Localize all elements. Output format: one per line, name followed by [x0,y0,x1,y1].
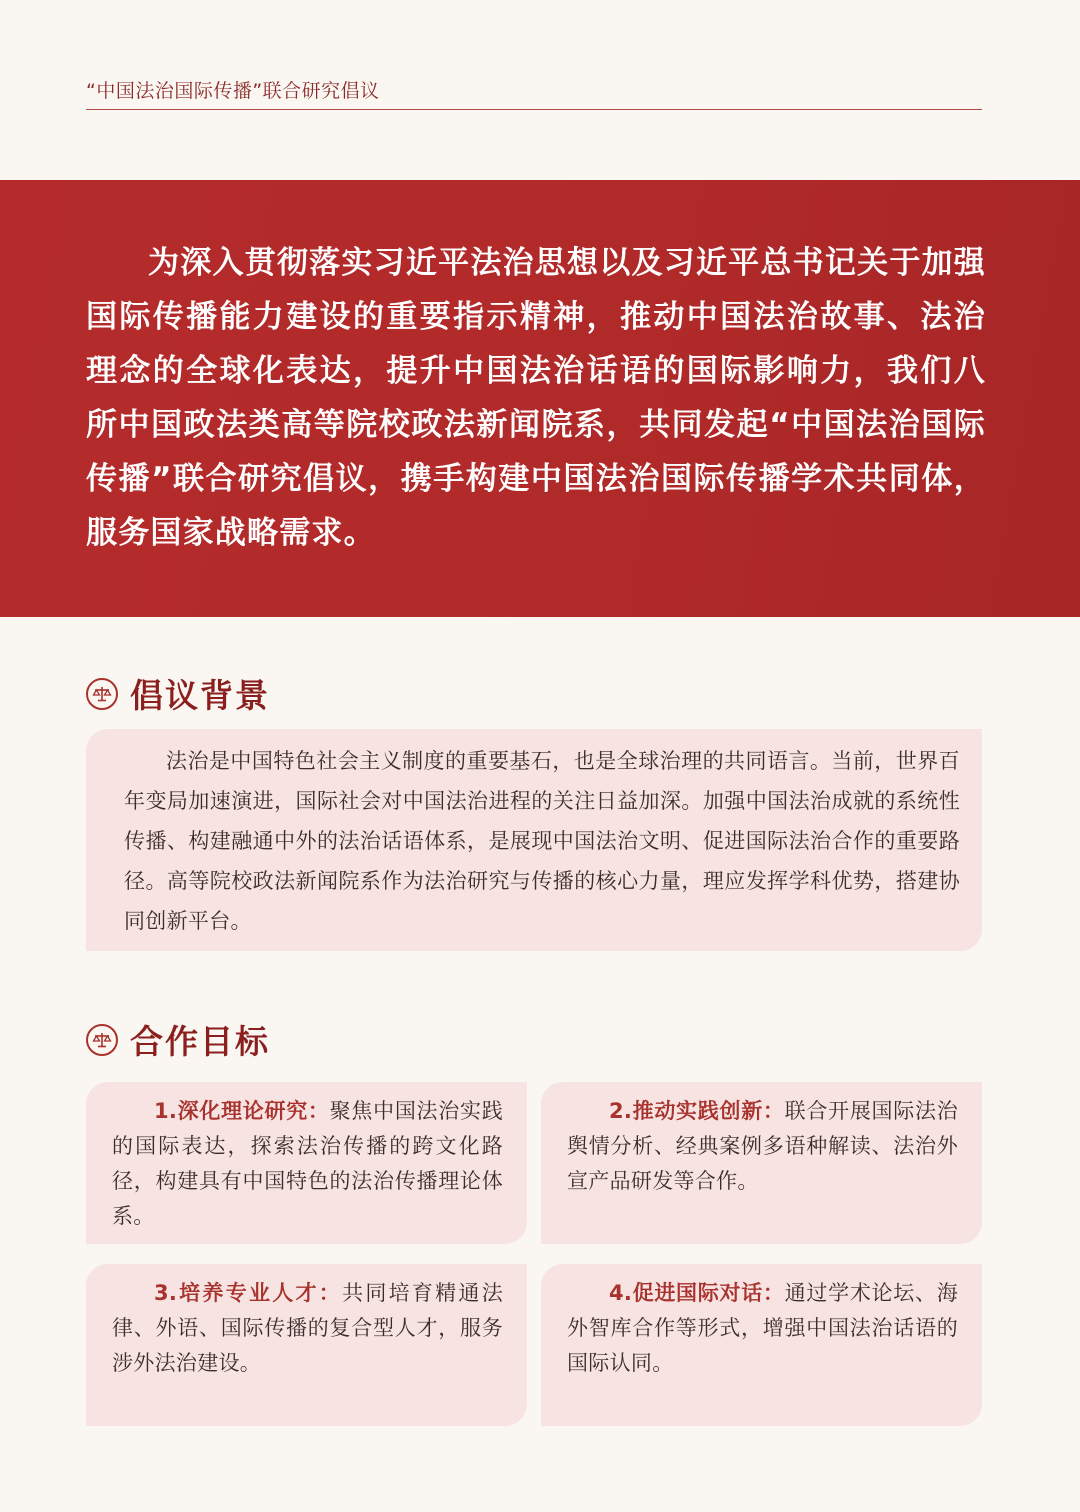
background-text: 法治是中国特色社会主义制度的重要基石，也是全球治理的共同语言。当前，世界百年变局加速演进，国际社会对中国法治进程的关注日益加深。加强中国法治成就的系统性传播、构建融通中外的法治话语体系，是展现中国法治文明、促进国际法治合作的重要路径。高等院校政法新闻院系作为法治研究与传播的核心力量，理应发挥学科优势，搭建协同创新平台。 [124,749,960,933]
goal-text-1 [112,1094,503,1234]
goal-heading-2: 2.推动实践创新： [609,1099,785,1123]
scales-of-justice-icon [86,678,118,710]
background-card [86,729,982,951]
goal-body-3: 共同培育精通法律、外语、国际传播的复合型人才，服务涉外法治建设。 [112,1281,503,1375]
header-divider [86,109,982,110]
goal-body-2: 联合开展国际法治舆情分析、经典案例多语种解读、法治外宣产品研发等合作。 [567,1099,958,1193]
goal-card-1 [86,1082,527,1244]
goal-text-4 [567,1276,958,1381]
background-section-header [86,670,270,717]
background-section-title: 倡议背景 [130,676,270,715]
goal-heading-3: 3.培养专业人才： [154,1281,343,1305]
page-header-title: “中国法治国际传播”联合研究倡议 [86,80,380,102]
goal-text-3 [112,1276,503,1381]
goals-section-title: 合作目标 [130,1022,270,1061]
intro-text: 为深入贯彻落实习近平法治思想以及习近平总书记关于加强国际传播能力建设的重要指示精神，推动中国法治故事、法治理念的全球化表达，提升中国法治话语的国际影响力，我们八所中国政法类高等院校政法新闻院系，共同发起“中国法治国际传播”联合研究倡议，携手构建中国法治国际传播学术共同体，服务国家战略需求。 [86,245,986,551]
goal-card-2 [541,1082,982,1244]
scales-of-justice-icon [86,1024,118,1056]
goal-body-1: 聚焦中国法治实践的国际表达，探索法治传播的跨文化路径，构建具有中国特色的法治传播理论体系。 [112,1099,503,1228]
goal-body-4: 通过学术论坛、海外智库合作等形式，增强中国法治话语的国际认同。 [567,1281,958,1375]
goal-heading-1: 1.深化理论研究： [154,1099,330,1123]
goal-text-2 [567,1094,958,1199]
goal-card-4 [541,1264,982,1426]
goal-heading-4: 4.促进国际对话： [609,1281,785,1305]
goal-card-3 [86,1264,527,1426]
goals-section-header [86,1016,270,1063]
